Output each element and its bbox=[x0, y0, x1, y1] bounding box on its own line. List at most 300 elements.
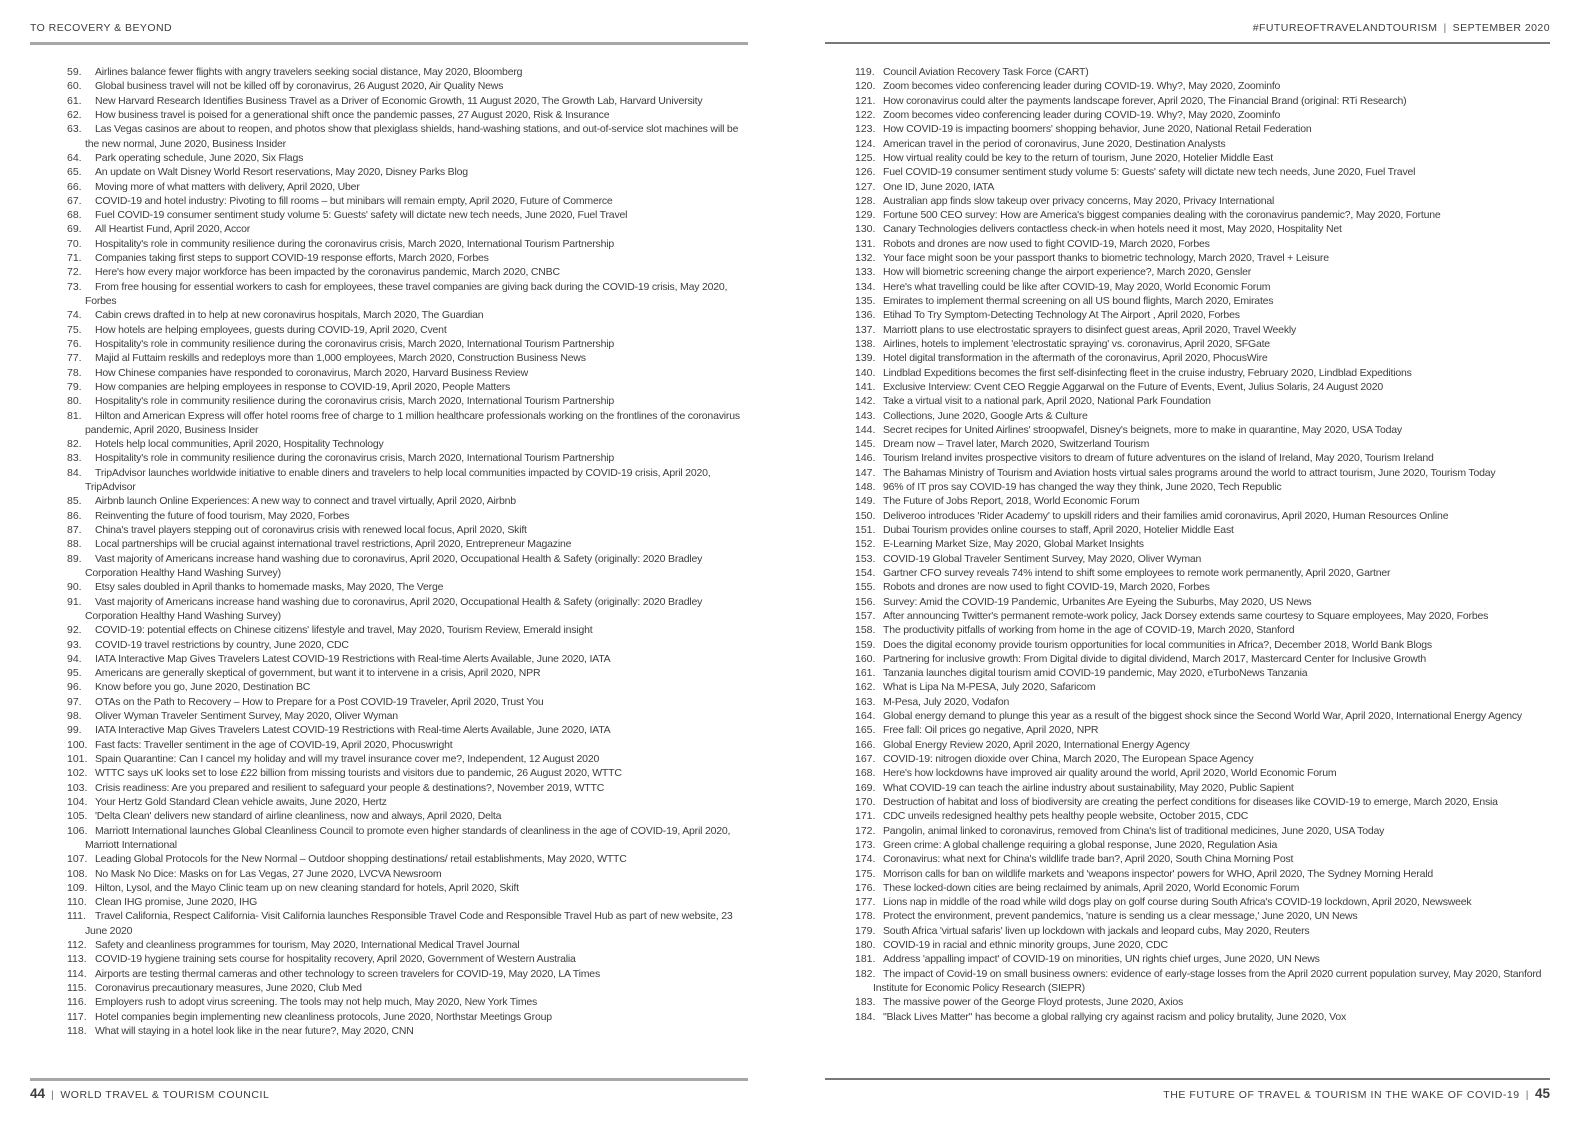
reference-number: 101. bbox=[67, 753, 88, 765]
reference-item bbox=[67, 809, 748, 823]
reference-number: 78. bbox=[67, 366, 82, 379]
reference-item bbox=[855, 938, 1550, 952]
reference-item bbox=[67, 781, 748, 795]
reference-item bbox=[855, 752, 1550, 766]
reference-number: 117. bbox=[67, 1010, 87, 1023]
reference-number: 151. bbox=[855, 524, 876, 536]
reference-item bbox=[67, 308, 748, 322]
reference-number: 167. bbox=[855, 753, 876, 765]
reference-item bbox=[67, 523, 748, 537]
reference-item bbox=[855, 523, 1550, 537]
reference-number: 61. bbox=[67, 94, 82, 107]
reference-item bbox=[67, 1010, 748, 1024]
reference-text: New Harvard Research Identifies Business Travel as a Driver of Economic Growth, 11 August 2020, The Growth Lab, Harvard University bbox=[95, 94, 703, 107]
reference-number: 96. bbox=[67, 681, 82, 694]
reference-number: 166. bbox=[855, 738, 876, 751]
reference-text: Marriott plans to use electrostatic sprayers to disinfect guest areas, April 2020, Travel Weekly bbox=[883, 323, 1297, 336]
reference-text: Free fall: Oil prices go negative, April 2020, NPR bbox=[883, 724, 1099, 737]
reference-item bbox=[67, 552, 748, 581]
reference-item bbox=[67, 909, 748, 938]
reference-text: Tanzania launches digital tourism amid COVID-19 pandemic, May 2020, eTurboNews Tanzania bbox=[883, 667, 1308, 680]
reference-number: 145. bbox=[855, 438, 876, 451]
reference-item bbox=[67, 967, 748, 981]
reference-number: 146. bbox=[855, 452, 876, 465]
reference-number: 184. bbox=[855, 1010, 876, 1023]
reference-text: How COVID-19 is impacting boomers' shopping behavior, June 2020, National Retail Federation bbox=[883, 123, 1312, 136]
reference-number: 126. bbox=[855, 166, 876, 179]
reference-number: 168. bbox=[855, 767, 876, 780]
reference-number: 138. bbox=[855, 337, 876, 350]
reference-number: 91. bbox=[67, 595, 82, 608]
reference-number: 131. bbox=[855, 237, 876, 250]
reference-text: Hotel companies begin implementing new cleanliness protocols, June 2020, Northstar Meetings Group bbox=[95, 1010, 552, 1023]
reference-text: Hospitality's role in community resilience during the coronavirus crisis, March 2020, International Tourism Partnership bbox=[95, 337, 614, 350]
reference-item bbox=[855, 466, 1550, 480]
reference-text: COVID-19: potential effects on Chinese citizens' lifestyle and travel, May 2020, Tourism Review, Emerald insight bbox=[95, 624, 593, 637]
reference-number: 87. bbox=[67, 524, 82, 536]
reference-text: TripAdvisor launches worldwide initiative to enable diners and travelers to help local communities impacted by COVID-19 crisis, April 2020, TripAdvisor bbox=[85, 466, 711, 494]
reference-number: 75. bbox=[67, 323, 82, 336]
reference-item bbox=[855, 194, 1550, 208]
reference-text: How coronavirus could alter the payments landscape forever, April 2020, The Financial Brand (original: RTi Research) bbox=[883, 94, 1407, 107]
reference-item bbox=[855, 666, 1550, 680]
footer-separator-left: | bbox=[51, 1089, 55, 1101]
reference-number: 160. bbox=[855, 652, 876, 665]
footer-separator-right: | bbox=[1525, 1089, 1529, 1101]
reference-text: How will biometric screening change the airport experience?, March 2020, Gensler bbox=[883, 266, 1252, 279]
reference-item bbox=[67, 623, 748, 637]
reference-text: Know before you go, June 2020, Destination BC bbox=[95, 681, 311, 694]
reference-item bbox=[67, 595, 748, 624]
reference-text: Park operating schedule, June 2020, Six Flags bbox=[95, 151, 304, 164]
reference-item bbox=[855, 580, 1550, 594]
reference-item bbox=[855, 967, 1550, 996]
reference-number: 133. bbox=[855, 266, 876, 279]
reference-item bbox=[855, 122, 1550, 136]
reference-text: Dubai Tourism provides online courses to staff, April 2020, Hotelier Middle East bbox=[883, 524, 1234, 536]
reference-text: How hotels are helping employees, guests during COVID-19, April 2020, Cvent bbox=[95, 323, 447, 336]
reference-text: Leading Global Protocols for the New Normal – Outdoor shopping destinations/ retail establishments, May 2020, WTTC bbox=[95, 853, 627, 866]
reference-number: 62. bbox=[67, 108, 82, 121]
reference-number: 69. bbox=[67, 223, 82, 236]
reference-number: 79. bbox=[67, 380, 82, 393]
reference-item bbox=[855, 222, 1550, 236]
page-footer-left bbox=[30, 1086, 269, 1101]
reference-number: 114. bbox=[67, 967, 87, 980]
reference-item bbox=[855, 1010, 1550, 1024]
header-separator-right: | bbox=[1443, 22, 1447, 34]
reference-text: Morrison calls for ban on wildlife markets and 'weapons inspector' powers for WHO, April 2020, The Sydney Morning Herald bbox=[883, 867, 1433, 880]
reference-item bbox=[67, 194, 748, 208]
reference-text: Robots and drones are now used to fight COVID-19, March 2020, Forbes bbox=[883, 581, 1210, 594]
reference-text: Hilton and American Express will offer hotel rooms free of charge to 1 million healthcare professionals working on the frontlines of the coronavirus pandemic, April 2020, Business Insider bbox=[85, 409, 740, 436]
reference-text: Safety and cleanliness programmes for tourism, May 2020, International Medical Travel Journal bbox=[95, 939, 520, 952]
reference-number: 63. bbox=[67, 123, 82, 136]
reference-item bbox=[67, 380, 748, 394]
reference-text: Your face might soon be your passport thanks to biometric technology, March 2020, Travel + Leisure bbox=[883, 252, 1329, 265]
reference-number: 84. bbox=[67, 466, 82, 479]
reference-text: Airbnb launch Online Experiences: A new way to connect and travel virtually, April 2020, Airbnb bbox=[95, 495, 516, 508]
reference-item bbox=[67, 1024, 748, 1038]
reference-number: 155. bbox=[855, 581, 876, 594]
reference-number: 105. bbox=[67, 810, 88, 823]
reference-item bbox=[67, 723, 748, 737]
reference-item bbox=[855, 351, 1550, 365]
page-left bbox=[0, 0, 793, 1122]
reference-number: 143. bbox=[855, 409, 876, 422]
reference-text: WTTC says uK looks set to lose £22 billion from missing tourists and visitors due to pandemic, 26 August 2020, WTTC bbox=[95, 767, 622, 780]
reference-item bbox=[855, 909, 1550, 923]
reference-text: "Black Lives Matter" has become a global rallying cry against racism and policy brutality, June 2020, Vox bbox=[883, 1010, 1347, 1023]
reference-item bbox=[67, 938, 748, 952]
reference-text: From free housing for essential workers to cash for employees, these travel companies are giving back during the COVID-19 crisis, May 2020, Forbes bbox=[85, 280, 728, 307]
reference-text: Travel California, Respect California- Visit California launches Responsible Travel Code and Responsible Travel Hub as part of new website, 23 June 2020 bbox=[85, 910, 733, 937]
reference-number: 110. bbox=[67, 896, 87, 909]
reference-number: 154. bbox=[855, 566, 876, 579]
reference-item bbox=[67, 652, 748, 666]
reference-text: COVID-19 travel restrictions by country, June 2020, CDC bbox=[95, 638, 349, 651]
reference-number: 97. bbox=[67, 695, 82, 708]
reference-number: 107. bbox=[67, 853, 88, 866]
reference-item bbox=[855, 766, 1550, 780]
reference-item bbox=[855, 394, 1550, 408]
reference-number: 60. bbox=[67, 80, 82, 93]
reference-item bbox=[67, 151, 748, 165]
reference-text: Zoom becomes video conferencing leader during COVID-19. Why?, May 2020, Zoominfo bbox=[883, 80, 1281, 93]
reference-number: 76. bbox=[67, 337, 82, 350]
page-number-right: 45 bbox=[1534, 1086, 1550, 1101]
reference-text: Clean IHG promise, June 2020, IHG bbox=[95, 896, 258, 909]
reference-item bbox=[67, 509, 748, 523]
reference-number: 104. bbox=[67, 795, 88, 808]
reference-number: 164. bbox=[855, 710, 876, 723]
reference-number: 109. bbox=[67, 881, 88, 894]
reference-text: Deliveroo introduces 'Rider Academy' to upskill riders and their families amid coronavirus, April 2020, Human Resources Online bbox=[883, 509, 1449, 522]
reference-item bbox=[67, 766, 748, 780]
reference-text: Global energy demand to plunge this year as a result of the biggest shock since the Second World War, April 2020, International Energy Agency bbox=[883, 710, 1522, 723]
reference-text: What COVID-19 can teach the airline industry about sustainability, May 2020, Public Sapient bbox=[883, 781, 1294, 794]
reference-text: Las Vegas casinos are about to reopen, and photos show that plexiglass shields, hand-washing stations, and out-of-service slot machines will be the new normal, June 2020, Business Insider bbox=[85, 123, 739, 150]
reference-text: Airports are testing thermal cameras and other technology to screen travelers for COVID-19, May 2020, LA Times bbox=[95, 967, 600, 980]
reference-text: No Mask No Dice: Masks on for Las Vegas, 27 June 2020, LVCVA Newsroom bbox=[95, 867, 442, 880]
reference-text: Companies taking first steps to support COVID-19 response efforts, March 2020, Forbes bbox=[95, 252, 489, 265]
reference-item bbox=[855, 308, 1550, 322]
reference-number: 88. bbox=[67, 538, 82, 551]
reference-item bbox=[855, 781, 1550, 795]
reference-number: 171. bbox=[855, 810, 876, 823]
reference-number: 72. bbox=[67, 266, 82, 279]
reference-text: Green crime: A global challenge requiring a global response, June 2020, Regulation Asia bbox=[883, 838, 1278, 851]
reference-item bbox=[855, 251, 1550, 265]
reference-item bbox=[855, 180, 1550, 194]
reference-item bbox=[855, 824, 1550, 838]
reference-number: 148. bbox=[855, 481, 876, 494]
reference-text: Your Hertz Gold Standard Clean vehicle awaits, June 2020, Hertz bbox=[95, 795, 387, 808]
reference-number: 183. bbox=[855, 996, 876, 1009]
reference-text: Hilton, Lysol, and the Mayo Clinic team up on new cleaning standard for hotels, April 2020, Skift bbox=[95, 881, 519, 894]
reference-item bbox=[67, 79, 748, 93]
reference-text: Coronavirus precautionary measures, June 2020, Club Med bbox=[95, 982, 362, 994]
reference-item bbox=[67, 995, 748, 1009]
reference-item bbox=[67, 881, 748, 895]
reference-text: COVID-19: nitrogen dioxide over China, March 2020, The European Space Agency bbox=[883, 753, 1254, 765]
reference-number: 149. bbox=[855, 495, 876, 508]
reference-item bbox=[67, 208, 748, 222]
reference-number: 66. bbox=[67, 180, 82, 193]
reference-number: 169. bbox=[855, 781, 876, 794]
reference-item bbox=[67, 895, 748, 909]
reference-number: 85. bbox=[67, 495, 82, 508]
reference-number: 176. bbox=[855, 881, 876, 894]
reference-item bbox=[855, 652, 1550, 666]
reference-item bbox=[855, 537, 1550, 551]
reference-item bbox=[67, 680, 748, 694]
reference-text: IATA Interactive Map Gives Travelers Latest COVID-19 Restrictions with Real-time Alerts Available, June 2020, IATA bbox=[95, 724, 611, 737]
reference-text: Survey: Amid the COVID-19 Pandemic, Urbanites Are Eyeing the Suburbs, May 2020, US News bbox=[883, 595, 1312, 608]
reference-item bbox=[855, 151, 1550, 165]
reference-item bbox=[67, 94, 748, 108]
reference-text: COVID-19 Global Traveler Sentiment Survey, May 2020, Oliver Wyman bbox=[883, 552, 1202, 565]
reference-item bbox=[855, 852, 1550, 866]
reference-number: 70. bbox=[67, 237, 82, 250]
reference-item bbox=[855, 680, 1550, 694]
reference-item bbox=[855, 208, 1550, 222]
reference-text: Zoom becomes video conferencing leader during COVID-19. Why?, May 2020, Zoominfo bbox=[883, 108, 1281, 121]
reference-text: Here's what travelling could be like after COVID-19, May 2020, World Economic Forum bbox=[883, 280, 1271, 293]
reference-number: 121. bbox=[855, 94, 876, 107]
reference-number: 162. bbox=[855, 681, 876, 694]
running-head-right bbox=[1253, 22, 1550, 34]
reference-text: Lindblad Expeditions becomes the first self-disinfecting fleet in the cruise industry, February 2020, Lindblad Expeditions bbox=[883, 366, 1412, 379]
reference-number: 165. bbox=[855, 724, 876, 737]
reference-number: 140. bbox=[855, 366, 876, 379]
reference-number: 95. bbox=[67, 667, 82, 680]
reference-text: 96% of IT pros say COVID-19 has changed the way they think, June 2020, Tech Republic bbox=[883, 481, 1282, 494]
reference-item bbox=[67, 580, 748, 594]
reference-item bbox=[855, 995, 1550, 1009]
reference-text: How virtual reality could be key to the return of tourism, June 2020, Hotelier Middle East bbox=[883, 151, 1273, 164]
reference-number: 179. bbox=[855, 924, 876, 937]
reference-number: 172. bbox=[855, 824, 876, 837]
reference-number: 64. bbox=[67, 151, 82, 164]
reference-item bbox=[855, 838, 1550, 852]
reference-item bbox=[67, 795, 748, 809]
reference-text: Vast majority of Americans increase hand washing due to coronavirus, April 2020, Occupational Health & Safety (originally: 2020 Bradley Corporation Healthy Hand Washing Survey) bbox=[85, 595, 703, 622]
reference-number: 106. bbox=[67, 824, 88, 837]
reference-number: 80. bbox=[67, 395, 82, 408]
reference-number: 144. bbox=[855, 423, 876, 436]
reference-item bbox=[855, 451, 1550, 465]
reference-item bbox=[67, 237, 748, 251]
reference-text: Here's how every major workforce has been impacted by the coronavirus pandemic, March 2020, CNBC bbox=[95, 266, 560, 279]
footer-label-left: WORLD TRAVEL & TOURISM COUNCIL bbox=[60, 1089, 270, 1101]
reference-item bbox=[855, 366, 1550, 380]
reference-text: 'Delta Clean' delivers new standard of airline cleanliness, now and always, April 2020, Delta bbox=[95, 810, 502, 823]
reference-text: Protect the environment, prevent pandemics, 'nature is sending us a clear message,' June 2020, UN News bbox=[883, 910, 1358, 923]
reference-item bbox=[855, 638, 1550, 652]
reference-number: 159. bbox=[855, 638, 876, 651]
reference-text: Exclusive Interview: Cvent CEO Reggie Aggarwal on the Future of Events, Event, Julius Solaris, 24 August 2020 bbox=[883, 380, 1383, 393]
reference-item bbox=[67, 867, 748, 881]
reference-number: 113. bbox=[67, 953, 87, 966]
reference-text: Crisis readiness: Are you prepared and resilient to safeguard your people & destinations?, November 2019, WTTC bbox=[95, 781, 605, 794]
reference-number: 108. bbox=[67, 867, 88, 880]
reference-number: 98. bbox=[67, 710, 82, 723]
reference-text: Oliver Wyman Traveler Sentiment Survey, May 2020, Oliver Wyman bbox=[95, 710, 398, 723]
reference-text: Airlines, hotels to implement 'electrostatic spraying' vs. coronavirus, April 2020, SFGate bbox=[883, 337, 1270, 350]
reference-item bbox=[67, 337, 748, 351]
reference-text: Fortune 500 CEO survey: How are America's biggest companies dealing with the coronavirus pandemic?, May 2020, Fortune bbox=[883, 209, 1441, 222]
reference-number: 67. bbox=[67, 194, 82, 207]
reference-number: 174. bbox=[855, 853, 876, 866]
reference-text: An update on Walt Disney World Resort reservations, May 2020, Disney Parks Blog bbox=[95, 166, 468, 179]
reference-number: 90. bbox=[67, 581, 82, 594]
reference-item bbox=[855, 237, 1550, 251]
reference-number: 81. bbox=[67, 409, 82, 422]
reference-number: 100. bbox=[67, 738, 88, 751]
reference-number: 152. bbox=[855, 538, 876, 551]
reference-number: 130. bbox=[855, 223, 876, 236]
reference-text: Vast majority of Americans increase hand washing due to coronavirus, April 2020, Occupational Health & Safety (originally: 2020 Bradley Corporation Healthy Hand Washing Survey) bbox=[85, 552, 703, 579]
reference-number: 122. bbox=[855, 108, 876, 121]
reference-text: Australian app finds slow takeup over privacy concerns, May 2020, Privacy International bbox=[883, 194, 1275, 207]
reference-item bbox=[67, 952, 748, 966]
reference-text: Secret recipes for United Airlines' stroopwafel, Disney's beignets, more to make in quarantine, May 2020, USA Today bbox=[883, 423, 1402, 436]
reference-text: Partnering for inclusive growth: From Digital divide to digital dividend, March 2017, Mastercard Center for Inclusive Growth bbox=[883, 652, 1427, 665]
reference-number: 65. bbox=[67, 166, 82, 179]
reference-number: 82. bbox=[67, 438, 82, 451]
reference-item bbox=[855, 895, 1550, 909]
reference-number: 157. bbox=[855, 609, 876, 622]
reference-text: The Bahamas Ministry of Tourism and Aviation hosts virtual sales programs around the world to attract tourism, June 2020, Tourism Today bbox=[883, 466, 1496, 479]
reference-number: 182. bbox=[855, 967, 876, 980]
reference-number: 124. bbox=[855, 137, 876, 150]
reference-number: 118. bbox=[67, 1024, 87, 1037]
reference-number: 103. bbox=[67, 781, 88, 794]
reference-item bbox=[855, 795, 1550, 809]
reference-number: 142. bbox=[855, 395, 876, 408]
reference-number: 86. bbox=[67, 509, 82, 522]
hashtag-label: #FUTUREOFTRAVELANDTOURISM bbox=[1252, 22, 1438, 34]
reference-number: 73. bbox=[67, 280, 82, 293]
reference-text: CDC unveils redesigned healthy pets healthy people website, October 2015, CDC bbox=[883, 810, 1249, 823]
reference-number: 68. bbox=[67, 209, 82, 222]
reference-number: 153. bbox=[855, 552, 876, 565]
reference-item bbox=[855, 294, 1550, 308]
reference-text: M-Pesa, July 2020, Vodafon bbox=[883, 695, 1010, 708]
reference-item bbox=[67, 323, 748, 337]
issue-date-label: SEPTEMBER 2020 bbox=[1452, 22, 1550, 34]
reference-item bbox=[855, 924, 1550, 938]
reference-text: COVID-19 hygiene training sets course for hospitality recovery, April 2020, Government of Western Australia bbox=[95, 953, 576, 966]
reference-item bbox=[855, 409, 1550, 423]
reference-item bbox=[855, 265, 1550, 279]
page-right bbox=[793, 0, 1587, 1122]
reference-text: Take a virtual visit to a national park, April 2020, National Park Foundation bbox=[883, 395, 1211, 408]
reference-text: Collections, June 2020, Google Arts & Culture bbox=[883, 409, 1088, 422]
reference-text: Here's how lockdowns have improved air quality around the world, April 2020, World Economic Forum bbox=[883, 767, 1337, 780]
reference-item bbox=[67, 494, 748, 508]
reference-text: Does the digital economy provide tourism opportunities for local communities in Africa?, December 2018, World Bank Blogs bbox=[883, 638, 1432, 651]
reference-text: Fuel COVID-19 consumer sentiment study volume 5: Guests' safety will dictate new tech needs, June 2020, Fuel Travel bbox=[95, 209, 628, 222]
reference-item bbox=[67, 638, 748, 652]
reference-number: 161. bbox=[855, 667, 876, 680]
reference-number: 177. bbox=[855, 896, 876, 909]
reference-number: 74. bbox=[67, 309, 82, 322]
reference-number: 163. bbox=[855, 695, 876, 708]
reference-text: How companies are helping employees in response to COVID-19, April 2020, People Matters bbox=[95, 380, 511, 393]
reference-text: These locked-down cities are being reclaimed by animals, April 2020, World Economic Forum bbox=[883, 881, 1300, 894]
reference-number: 123. bbox=[855, 123, 876, 136]
reference-text: E-Learning Market Size, May 2020, Global Market Insights bbox=[883, 538, 1144, 551]
reference-item bbox=[855, 566, 1550, 580]
reference-text: Spain Quarantine: Can I cancel my holiday and will my travel insurance cover me?, Independent, 12 August 2020 bbox=[95, 753, 600, 765]
reference-number: 158. bbox=[855, 624, 876, 637]
reference-item bbox=[855, 952, 1550, 966]
reference-text: After announcing Twitter's permanent remote-work policy, Jack Dorsey extends same courtesy to Square employees, May 2020, Forbes bbox=[883, 609, 1489, 622]
reference-item bbox=[67, 709, 748, 723]
reference-number: 59. bbox=[67, 66, 82, 78]
reference-text: Destruction of habitat and loss of biodiversity are creating the perfect conditions for diseases like COVID-19 to emerge, March 2020, Ensia bbox=[883, 795, 1498, 808]
reference-text: Reinventing the future of food tourism, May 2020, Forbes bbox=[95, 509, 350, 522]
reference-number: 128. bbox=[855, 194, 876, 207]
reference-item bbox=[855, 165, 1550, 179]
reference-item bbox=[855, 809, 1550, 823]
reference-number: 125. bbox=[855, 151, 876, 164]
reference-item bbox=[855, 867, 1550, 881]
footer-rule-right bbox=[825, 1078, 1550, 1080]
page-footer-right bbox=[1163, 1086, 1550, 1101]
reference-text: The productivity pitfalls of working from home in the age of COVID-19, March 2020, Stanford bbox=[883, 624, 1295, 637]
reference-text: What is Lipa Na M-PESA, July 2020, Safaricom bbox=[883, 681, 1096, 694]
reference-item bbox=[855, 881, 1550, 895]
reference-number: 111. bbox=[67, 910, 86, 923]
footer-label-right: THE FUTURE OF TRAVEL & TOURISM IN THE WAKE OF COVID-19 bbox=[1163, 1089, 1520, 1101]
reference-number: 92. bbox=[67, 624, 82, 637]
reference-item bbox=[855, 65, 1550, 79]
reference-item bbox=[855, 137, 1550, 151]
reference-number: 134. bbox=[855, 280, 876, 293]
footer-rule-left bbox=[30, 1078, 748, 1081]
reference-item bbox=[855, 337, 1550, 351]
reference-item bbox=[67, 437, 748, 451]
reference-text: The massive power of the George Floyd protests, June 2020, Axios bbox=[883, 996, 1184, 1009]
reference-text: South Africa 'virtual safaris' liven up lockdown with jackals and leopard cubs, May 2020, Reuters bbox=[883, 924, 1310, 937]
reference-item bbox=[67, 752, 748, 766]
reference-text: American travel in the period of coronavirus, June 2020, Destination Analysts bbox=[883, 137, 1226, 150]
reference-item bbox=[855, 280, 1550, 294]
reference-text: Coronavirus: what next for China's wildlife trade ban?, April 2020, South China Morning Post bbox=[883, 853, 1294, 866]
reference-number: 139. bbox=[855, 352, 876, 365]
reference-number: 116. bbox=[67, 996, 87, 1009]
reference-text: Council Aviation Recovery Task Force (CART) bbox=[883, 66, 1089, 78]
reference-text: Hotel digital transformation in the aftermath of the coronavirus, April 2020, PhocusWire bbox=[883, 352, 1268, 365]
reference-number: 102. bbox=[67, 767, 88, 780]
reference-item bbox=[855, 552, 1550, 566]
reference-number: 156. bbox=[855, 595, 876, 608]
reference-text: Local partnerships will be crucial against international travel restrictions, April 2020, Entrepreneur Magazine bbox=[95, 538, 572, 551]
reference-text: Etsy sales doubled in April thanks to homemade masks, May 2020, The Verge bbox=[95, 581, 444, 594]
reference-number: 173. bbox=[855, 838, 876, 851]
reference-item bbox=[67, 695, 748, 709]
reference-item bbox=[67, 265, 748, 279]
reference-number: 147. bbox=[855, 466, 876, 479]
reference-item bbox=[67, 222, 748, 236]
reference-text: Marriott International launches Global Cleanliness Council to promote even higher standards of cleanliness in the age of COVID-19, April 2020, Marriott International bbox=[85, 824, 731, 851]
reference-item bbox=[67, 165, 748, 179]
reference-item bbox=[855, 494, 1550, 508]
reference-item bbox=[855, 509, 1550, 523]
